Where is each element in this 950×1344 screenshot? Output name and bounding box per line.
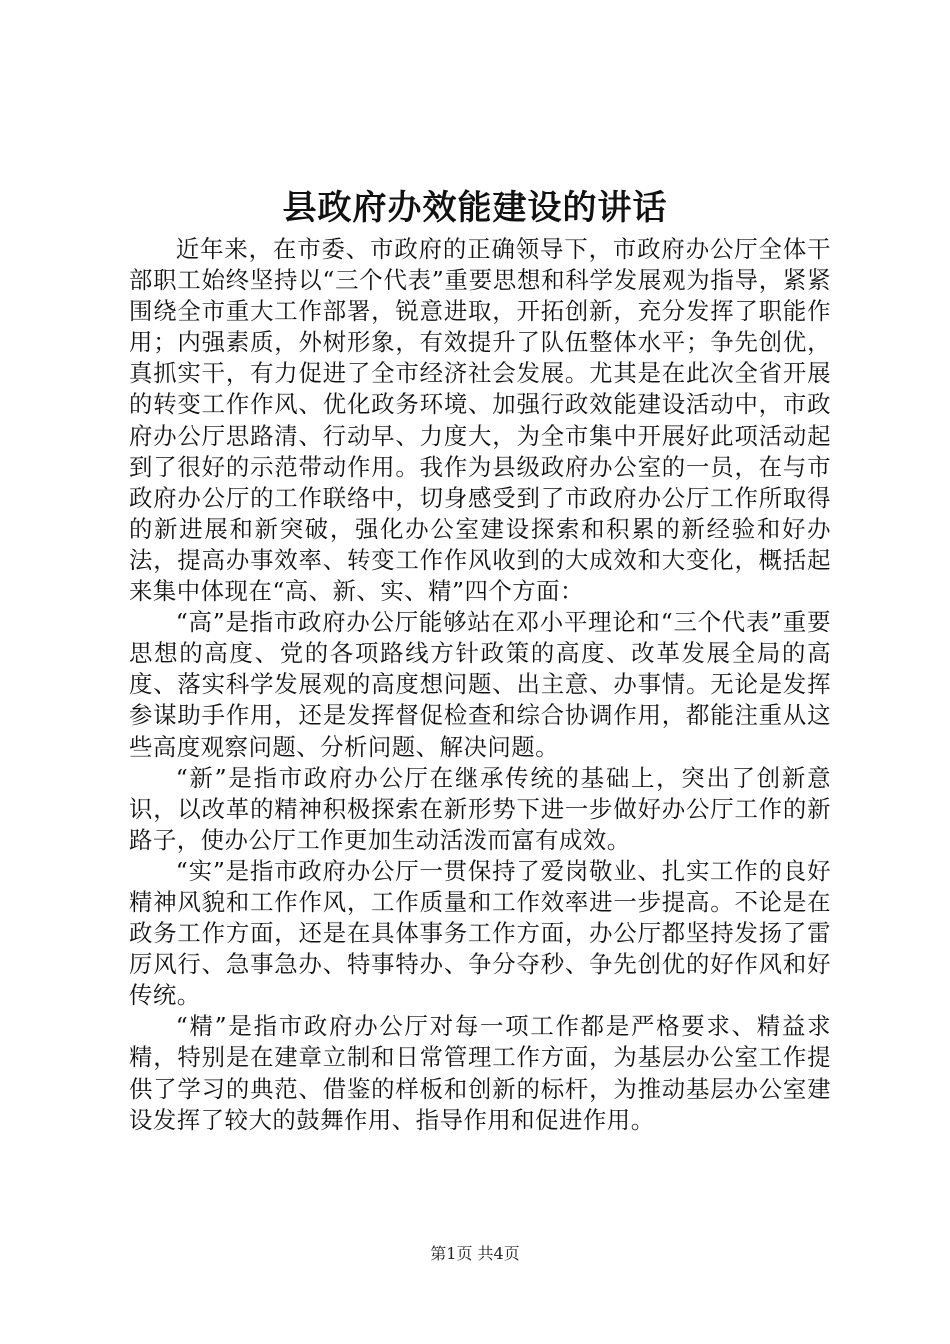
paragraph-xin: “新”是指市政府办公厅在继承传统的基础上，突出了创新意识，以改革的精神积极探索在新形势下进一步做好办公厅工作的新路子，使办公厅工作更加生动活泼而富有成效。: [129, 763, 831, 854]
paragraph-intro: 近年来，在市委、市政府的正确领导下，市政府办公厅全体干部职工始终坚持以“三个代表”重要思想和科学发展观为指导，紧紧围绕全市重大工作部署，锐意进取，开拓创新，充分发挥了职能作用；内强素质，外树形象，有效提升了队伍整体水平；争先创优，真抓实干，有力促进了全市经济社会发展。尤其是在此次全省开展的转变工作作风、优化政务环境、加强行政效能建设活动中，市政府办公厅思路清、行动早、力度大，为全市集中开展好此项活动起到了很好的示范带动作用。我作为县级政府办公室的一员，在与市政府办公厅的工作联络中，切身感受到了市政府办公厅工作所取得的新进展和新突破，强化办公室建设探索和积累的新经验和好办法，提高办事效率、转变工作作风收到的大成效和大变化，概括起来集中体现在“高、新、实、精”四个方面：: [129, 235, 831, 606]
paragraph-jing: “精”是指市政府办公厅对每一项工作都是严格要求、精益求精，特别是在建章立制和日常管理工作方面，为基层办公室工作提供了学习的典范、借鉴的样板和创新的标杆，为推动基层办公室建设发挥了较大的鼓舞作用、指导作用和促进作用。: [129, 1012, 831, 1134]
document-body: [129, 234, 831, 1136]
document-title: 县政府办效能建设的讲话: [282, 188, 668, 228]
page-number-footer: 第1页 共4页: [430, 1244, 520, 1263]
paragraph-shi: “实”是指市政府办公厅一贯保持了爱岗敬业、扎实工作的良好精神风貌和工作作风，工作质量和工作效率进一步提高。不论是在政务工作方面，还是在具体事务工作方面，办公厅都坚持发扬了雷厉风行、急事急办、特事特办、争分夺秒、争先创优的好作风和好传统。: [129, 856, 831, 1010]
paragraph-gao: “高”是指市政府办公厅能够站在邓小平理论和“三个代表”重要思想的高度、党的各项路线方针政策的高度、改革发展全局的高度、落实科学发展观的高度想问题、出主意、办事情。无论是发挥参谋助手作用，还是发挥督促检查和综合协调作用，都能注重从这些高度观察问题、分析问题、解决问题。: [129, 608, 831, 761]
